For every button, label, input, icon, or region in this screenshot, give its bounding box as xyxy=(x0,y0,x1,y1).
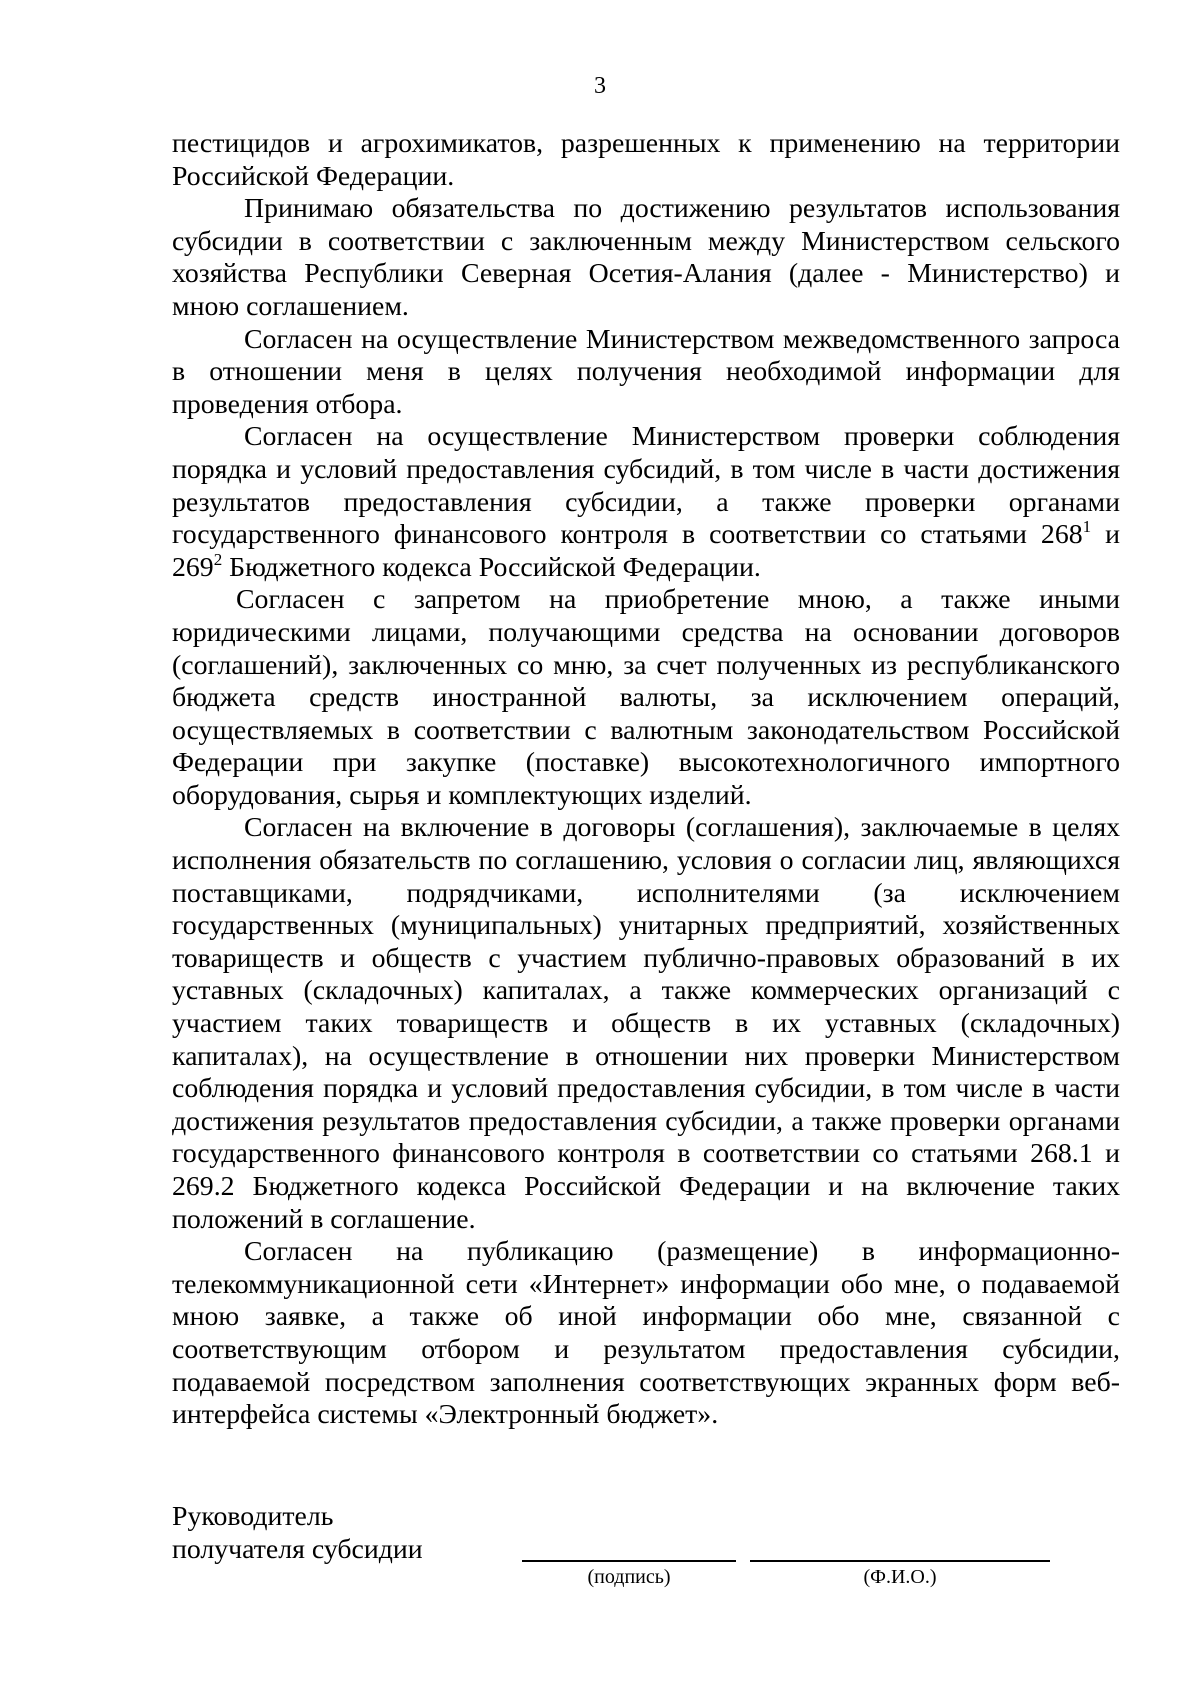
paragraph-inspection-consent xyxy=(172,421,1120,584)
paragraph-contracts-inclusion: Согласен на включение в договоры (соглашения), заключаемые в целях исполнения обязательств по соглашению, условия о согласии лиц, являющихся поставщиками, подрядчиками, исполнителями (за исключением государственных (муниципальных) унитарных предприятий, хозяйственных товариществ и обществ с участием публично-правовых образований в их уставных (складочных) капиталах, а также коммерческих организаций с участием таких товариществ и обществ в их уставных (складочных) капиталах), на осуществление в отношении них проверки Министерством соблюдения порядка и условий предоставления субсидии, в том числе в части достижения результатов предоставления субсидии, а также проверки органами государственного финансового контроля в соответствии со статьями 268.1 и 269.2 Бюджетного кодекса Российской Федерации и на включение таких положений в соглашение. xyxy=(172,812,1120,1235)
paragraph-continuation: пестицидов и агрохимикатов, разрешенных к применению на территории Российской Федерации. xyxy=(172,128,1120,192)
paragraph-obligations: Принимаю обязательства по достижению результатов использования субсидии в соответствии с заключенным между Министерством сельского хозяйства Республики Северная Осетия-Алания (далее - Министерство) и мною соглашением. xyxy=(172,193,1120,322)
signatory-title xyxy=(172,1500,423,1566)
signatory-title-line2: получателя субсидии xyxy=(172,1534,423,1565)
paragraph-interagency-request: Согласен на осуществление Министерством межведомственного запроса в отношении меня в целях получения необходимой информации для проведения отбора. xyxy=(172,323,1120,420)
paragraph-text: Бюджетного кодекса Российской Федерации. xyxy=(222,551,761,583)
superscript: 2 xyxy=(213,549,223,569)
signature-line xyxy=(522,1560,736,1562)
signature-caption: (подпись) xyxy=(587,1566,671,1588)
name-line xyxy=(750,1560,1050,1562)
paragraph-text: и 269 xyxy=(172,519,1121,583)
signatory-title-line1: Руководитель xyxy=(172,1501,334,1532)
superscript: 1 xyxy=(1082,517,1092,537)
paragraph-text: Согласен на осуществление Министерством проверки соблюдения порядка и условий предоставления субсидий, в том числе в части достижения результатов предоставления субсидии, а также проверки органами государственного финансового контроля в соответствии со статьями 268 xyxy=(172,421,1120,551)
paragraph-publication-consent: Согласен на публикацию (размещение) в информационно-телекоммуникационной сети «Интернет» информации обо мне, о подаваемой мною заявке, а также об иной информации обо мне, связанной с соответствующим отбором и результатом предоставления субсидии, подаваемой посредством заполнения соответствующих экранных форм веб-интерфейса системы «Электронный бюджет». xyxy=(172,1236,1120,1431)
document-body xyxy=(172,128,1120,1432)
page-number: 3 xyxy=(594,73,606,99)
name-caption: (Ф.И.О.) xyxy=(863,1566,937,1588)
paragraph-currency-ban: Согласен с запретом на приобретение мною, а также иными юридическими лицами, получающими средства на основании договоров (соглашений), заключенных со мню, за счет полученных из республиканского бюджета средств иностранной валюты, за исключением операций, осуществляемых в соответствии с валютным законодательством Российской Федерации при закупке (поставке) высокотехнологичного импортного оборудования, сырья и комплектующих изделий. xyxy=(172,584,1120,811)
